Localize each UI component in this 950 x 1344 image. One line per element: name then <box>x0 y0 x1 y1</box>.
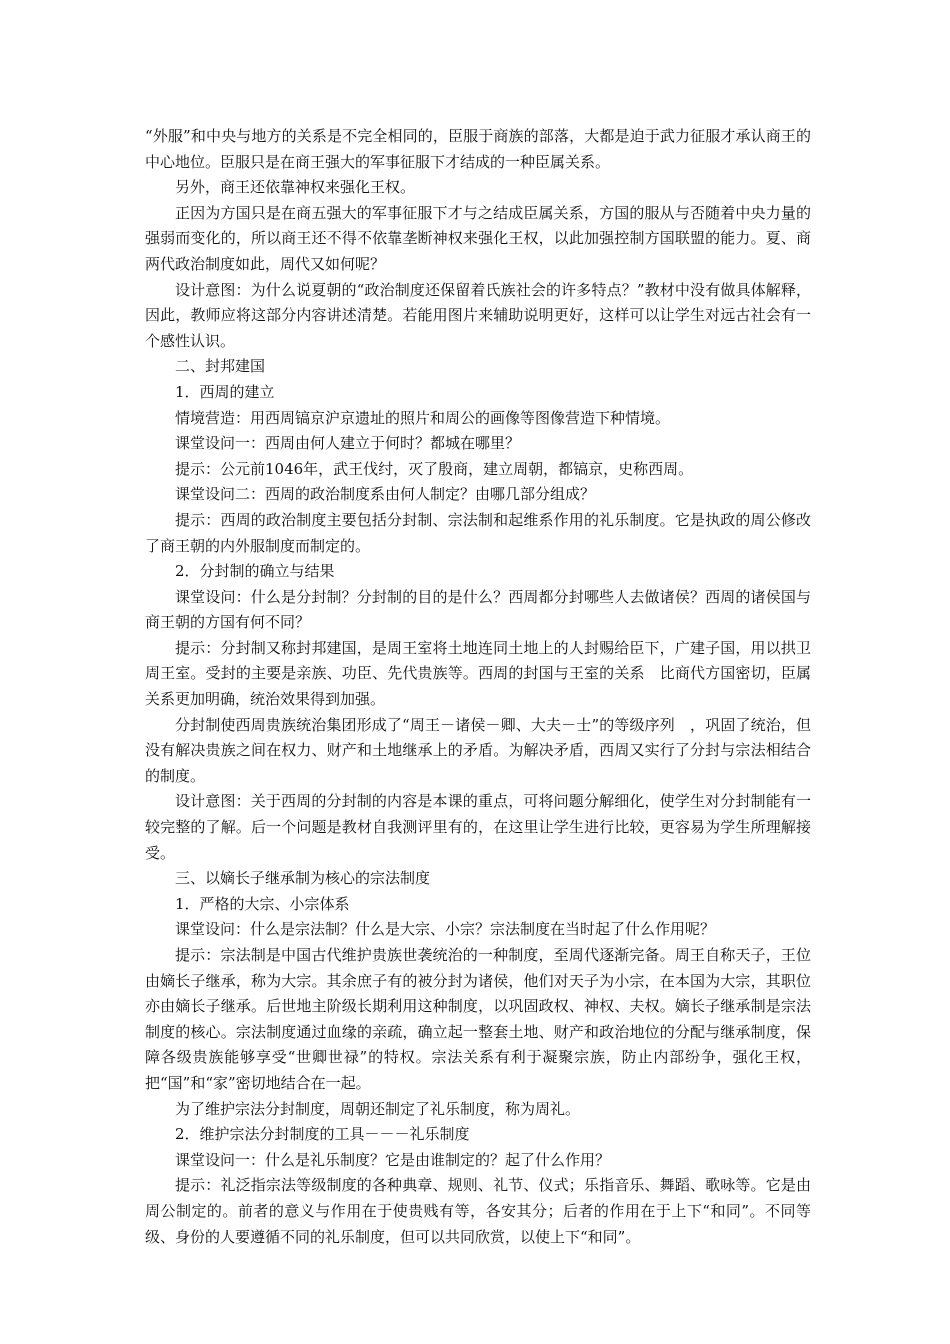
paragraph: 设计意图：关于西周的分封制的内容是本课的重点，可将问题分解细化，使学生对分封制能有一较完整的了解。后一个问题是教材自我测评里有的，在这里让学生进行比较，更容易为学生所理解接受。 <box>145 792 811 862</box>
document-body <box>145 124 811 1250</box>
paragraph: 提示：礼泛指宗法等级制度的各种典章、规则、礼节、仪式；乐指音乐、舞蹈、歌咏等。它是由周公制定的。前者的意义与作用在于使贵贱有等，各安其分；后者的作用在于上下“和同”。不同等级、身份的人要遵循不同的礼乐制度，但可以共同欣赏，以使上下“和同”。 <box>145 1176 811 1246</box>
paragraph: 提示：公元前1046年，武王伐纣，灭了殷商，建立周朝，都镐京，史称西周。 <box>175 459 694 478</box>
subsection-heading: 1．严格的大宗、小宗体系 <box>175 894 350 913</box>
paragraph: 课堂设问一：什么是礼乐制度？它是由谁制定的？起了什么作用？ <box>175 1150 611 1169</box>
paragraph: 分封制使西周贵族统治集团形成了“周王－诸侯－卿、大夫－士”的等级序列 ，巩固了统治，但没有解决贵族之间在权力、财产和土地继承上的矛盾。为解决矛盾，西周又实行了分封与宗法相结合的制度。 <box>145 715 811 785</box>
paragraph: 正因为方国只是在商五强大的军事征服下才与之结成臣属关系，方国的服从与否随着中央力量的强弱而变化的，所以商王还不得不依靠垄断神权来强化王权，以此加强控制方国联盟的能力。夏、商两代政治制度如此，周代又如何呢？ <box>145 203 811 273</box>
paragraph: 课堂设问二：西周的政治制度系由何人制定？由哪几部分组成？ <box>175 485 596 504</box>
paragraph: 另外，商王还依靠神权来强化王权。 <box>175 178 416 197</box>
paragraph: “外服”和中央与地方的关系是不完全相同的，臣服于商族的部落，大都是迫于武力征服才承认商王的中心地位。臣服只是在商王强大的军事征服下才结成的一种臣属关系。 <box>145 127 811 171</box>
paragraph: 课堂设问：什么是宗法制？什么是大宗、小宗？宗法制度在当时起了什么作用呢？ <box>175 920 716 939</box>
subsection-heading: 2．维护宗法分封制度的工具－－－礼乐制度 <box>175 1125 470 1144</box>
paragraph: 情境营造：用西周镐京沪京遗址的照片和周公的画像等图像营造下种情境。 <box>175 408 671 427</box>
subsection-heading: 2．分封制的确立与结果 <box>175 562 335 581</box>
section-heading: 三、以嫡长子继承制为核心的宗法制度 <box>175 869 431 888</box>
paragraph: 提示：西周的政治制度主要包括分封制、宗法制和起维系作用的礼乐制度。它是执政的周公修改了商王朝的内外服制度而制定的。 <box>145 510 811 555</box>
paragraph: 课堂设问：什么是分封制？分封制的目的是什么？西周都分封哪些人去做诸侯？西周的诸侯国与商王朝的方国有何不同？ <box>145 587 811 632</box>
paragraph: 设计意图：为什么说夏朝的“政治制度还保留着氏族社会的许多特点？”教材中没有做具体解释，因此，教师应将这部分内容讲述清楚。若能用图片来辅助说明更好，这样可以让学生对远古社会有一个感性认识。 <box>145 280 811 350</box>
paragraph: 提示：分封制又称封邦建国，是周王室将土地连同土地上的人封赐给臣下，广建子国，用以拱卫周王室。受封的主要是亲族、功臣、先代贵族等。西周的封国与王室的关系 比商代方国密切，臣属关系更加明确，统治效果得到加强。 <box>145 638 811 709</box>
paragraph: 提示：宗法制是中国古代维护贵族世袭统治的一种制度，至周代逐渐完备。周王自称天子，王位由嫡长子继承，称为大宗。其余庶子有的被分封为诸侯，他们对天子为小宗，在本国为大宗，其职位亦由嫡长子继承。后世地主阶级长期利用这种制度，以巩固政权、神权、夫权。嫡长子继承制是宗法制度的核心。宗法制度通过血缘的亲疏，确立起一整套土地、财产和政治地位的分配与继承制度，保障各级贵族能够享受“世卿世禄”的特权。宗法关系有利于凝聚宗族，防止内部纷争，强化王权，把“国”和“家”密切地结合在一起。 <box>145 946 811 1092</box>
paragraph: 课堂设问一：西周由何人建立于何时？都城在哪里？ <box>175 434 521 453</box>
section-heading: 二、封邦建国 <box>175 357 266 376</box>
subsection-heading: 1．西周的建立 <box>175 382 275 401</box>
paragraph: 为了维护宗法分封制度，周朝还制定了礼乐制度，称为周礼。 <box>175 1099 581 1118</box>
